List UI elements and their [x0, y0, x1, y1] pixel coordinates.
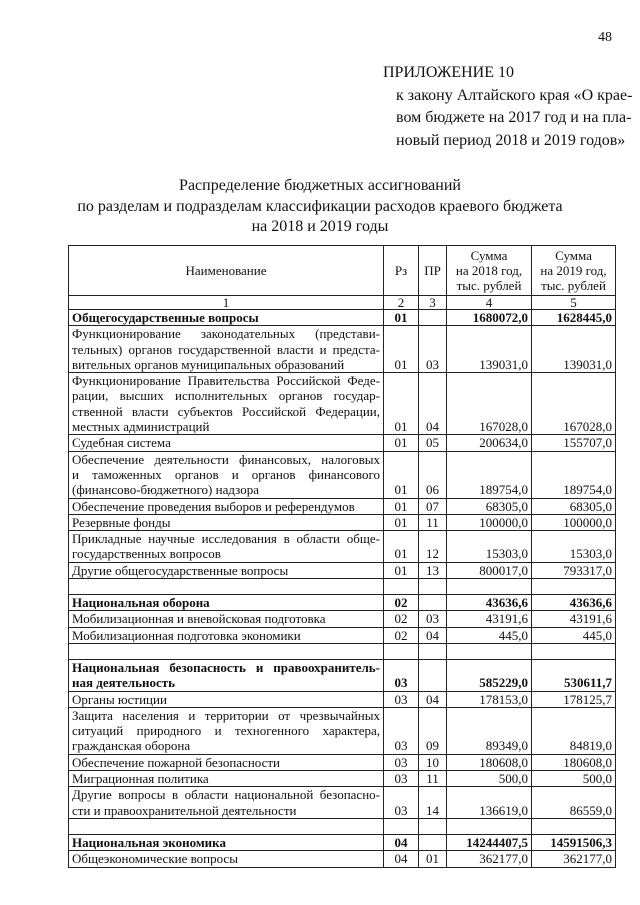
- row-name-line: Другие общегосударственные вопросы: [72, 562, 289, 578]
- spacer-row: [69, 579, 616, 595]
- row-rz: 03: [384, 771, 419, 787]
- row-rz: 01: [384, 531, 419, 563]
- row-name-line: ная деятельность: [72, 675, 175, 691]
- row-pr: 03: [419, 326, 447, 373]
- row-sum-2018: 167028,0: [447, 373, 532, 435]
- row-sum-2018: 445,0: [447, 627, 532, 643]
- table-row: [69, 514, 616, 530]
- title-line: по разделам и подразделам классификации расходов краевого бюджета: [77, 197, 563, 215]
- row-sum-2018: 14244407,5: [447, 834, 532, 850]
- row-pr: [419, 834, 447, 850]
- appendix-line: вом бюджете на 2017 год и на пла-: [396, 109, 632, 126]
- table-row: [69, 787, 616, 819]
- row-sum-2018: 89349,0: [447, 707, 532, 754]
- row-rz: [384, 643, 419, 659]
- row-name-line: Национальная оборона: [72, 595, 210, 611]
- row-sum-2018: 15303,0: [447, 531, 532, 563]
- table-row: [69, 707, 616, 754]
- row-rz: 01: [384, 514, 419, 530]
- row-sum-2019: 139031,0: [532, 326, 616, 373]
- table-row: [69, 771, 616, 787]
- header-line: Сумма: [470, 248, 508, 263]
- row-pr: 04: [419, 627, 447, 643]
- row-sum-2018: 43636,6: [447, 595, 532, 611]
- row-pr: 09: [419, 707, 447, 754]
- row-sum-2018: [447, 818, 532, 834]
- row-name: [69, 754, 384, 770]
- row-rz: 03: [384, 787, 419, 819]
- row-pr: [419, 595, 447, 611]
- header-line: на 2018 год,: [455, 263, 523, 278]
- row-sum-2018: 800017,0: [447, 562, 532, 578]
- row-sum-2019: 530611,7: [532, 659, 616, 691]
- row-rz: 03: [384, 754, 419, 770]
- row-rz: 01: [384, 435, 419, 451]
- row-sum-2018: 585229,0: [447, 659, 532, 691]
- row-sum-2018: 200634,0: [447, 435, 532, 451]
- row-sum-2019: 362177,0: [532, 851, 616, 867]
- document-title: [0, 176, 640, 238]
- appendix-line: новый период 2018 и 2019 годов»: [396, 131, 626, 149]
- row-name-line: Национальная экономика: [72, 834, 226, 850]
- row-sum-2019: 500,0: [532, 771, 616, 787]
- row-rz: 03: [384, 691, 419, 707]
- header-pr: ПР: [419, 246, 447, 296]
- row-name: [69, 834, 384, 850]
- table-row: [69, 562, 616, 578]
- row-pr: 04: [419, 691, 447, 707]
- table-row: [69, 531, 616, 563]
- row-name: [69, 435, 384, 451]
- row-sum-2019: 14591506,3: [532, 834, 616, 850]
- row-pr: 05: [419, 435, 447, 451]
- row-name-line: и таможенных органов и органов финансового: [72, 466, 380, 482]
- budget-table: [68, 245, 616, 868]
- header-rz: Рз: [384, 246, 419, 296]
- row-name: [69, 451, 384, 498]
- row-name-line: Резервные фонды: [72, 514, 171, 530]
- page-number: 48: [598, 30, 612, 45]
- table-row: [69, 754, 616, 770]
- row-name-line: Национальная безопасность и правоохранитель-: [72, 659, 380, 675]
- row-name: [69, 326, 384, 373]
- row-name: [69, 707, 384, 754]
- row-rz: 02: [384, 595, 419, 611]
- appendix-title: ПРИЛОЖЕНИЕ 10: [383, 64, 515, 81]
- header-line: на 2019 год,: [540, 263, 607, 278]
- row-rz: 01: [384, 373, 419, 435]
- table-row: [69, 851, 616, 867]
- row-name-line: государственных вопросов: [72, 546, 221, 562]
- row-name-line: Мобилизационная и вневойсковая подготовка: [72, 611, 326, 627]
- column-number: 2: [384, 296, 419, 310]
- row-sum-2019: [532, 643, 616, 659]
- row-pr: [419, 643, 447, 659]
- table-row: [69, 611, 616, 627]
- row-name: [69, 531, 384, 563]
- row-pr: [419, 310, 447, 326]
- row-pr: 11: [419, 771, 447, 787]
- header-2018: [447, 246, 532, 296]
- row-sum-2019: 189754,0: [532, 451, 616, 498]
- row-name-line: Обеспечение пожарной безопасности: [72, 754, 281, 770]
- row-rz: 04: [384, 851, 419, 867]
- header-name: Наименование: [69, 246, 384, 296]
- row-sum-2018: 180608,0: [447, 754, 532, 770]
- header-2019: [532, 246, 616, 296]
- row-sum-2018: 68305,0: [447, 498, 532, 514]
- row-sum-2019: 15303,0: [532, 531, 616, 563]
- row-sum-2018: 43191,6: [447, 611, 532, 627]
- row-name-line: рации, высших исполнительных органов государ-: [72, 388, 380, 404]
- header-line: тыс. рублей: [456, 278, 522, 293]
- row-sum-2018: 500,0: [447, 771, 532, 787]
- row-name: [69, 771, 384, 787]
- row-pr: 12: [419, 531, 447, 563]
- row-name-line: (финансово-бюджетного) надзора: [72, 482, 259, 498]
- row-name-line: сти и правоохранительной деятельности: [72, 802, 297, 818]
- row-sum-2019: [532, 579, 616, 595]
- spacer-row: [69, 818, 616, 834]
- table-row: [69, 627, 616, 643]
- table-row: [69, 326, 616, 373]
- table-row: [69, 451, 616, 498]
- table-row: [69, 498, 616, 514]
- row-rz: 01: [384, 498, 419, 514]
- row-sum-2018: 100000,0: [447, 514, 532, 530]
- row-sum-2018: [447, 579, 532, 595]
- spacer-row: [69, 643, 616, 659]
- table-row: [69, 691, 616, 707]
- title-line: Распределение бюджетных ассигнований: [179, 177, 461, 194]
- row-rz: [384, 818, 419, 834]
- section-row: [69, 834, 616, 850]
- row-sum-2018: 189754,0: [447, 451, 532, 498]
- row-name: [69, 579, 384, 595]
- row-name-line: Обеспечение проведения выборов и референдумов: [72, 498, 355, 514]
- row-name: [69, 611, 384, 627]
- row-sum-2019: 43636,6: [532, 595, 616, 611]
- row-name: [69, 562, 384, 578]
- row-name-line: гражданская оборона: [72, 738, 191, 754]
- row-pr: 11: [419, 514, 447, 530]
- column-number-row: [69, 296, 616, 310]
- row-name: [69, 595, 384, 611]
- row-name: [69, 691, 384, 707]
- row-rz: 03: [384, 707, 419, 754]
- row-sum-2018: 139031,0: [447, 326, 532, 373]
- title-line: на 2018 и 2019 годы: [251, 218, 389, 235]
- row-sum-2019: 1628445,0: [532, 310, 616, 326]
- row-pr: 01: [419, 851, 447, 867]
- row-rz: 02: [384, 611, 419, 627]
- row-sum-2019: 445,0: [532, 627, 616, 643]
- row-pr: [419, 659, 447, 691]
- row-name-line: тельных) органов государственной власти и предста-: [72, 341, 380, 357]
- row-rz: 01: [384, 310, 419, 326]
- row-name-line: Другие вопросы в области национальной безопасно-: [72, 787, 380, 803]
- row-name-line: Функционирование Правительства Российской Феде-: [72, 373, 380, 389]
- row-sum-2019: 86559,0: [532, 787, 616, 819]
- row-name: [69, 498, 384, 514]
- row-name-line: Защита населения и территории от чрезвычайных: [72, 707, 380, 723]
- appendix-line: к закону Алтайского края «О крае-: [396, 86, 633, 104]
- row-name-line: Мобилизационная подготовка экономики: [72, 627, 301, 643]
- column-number: 3: [419, 296, 447, 310]
- row-pr: 14: [419, 787, 447, 819]
- row-name: [69, 787, 384, 819]
- row-name-line: Органы юстиции: [72, 691, 167, 707]
- row-rz: 03: [384, 659, 419, 691]
- row-name: [69, 818, 384, 834]
- row-rz: 01: [384, 451, 419, 498]
- row-name: [69, 373, 384, 435]
- row-name: [69, 643, 384, 659]
- row-name: [69, 310, 384, 326]
- row-pr: 06: [419, 451, 447, 498]
- row-sum-2018: [447, 643, 532, 659]
- row-name-line: вительных органов муниципальных образований: [72, 356, 345, 372]
- row-name: [69, 659, 384, 691]
- row-sum-2019: 155707,0: [532, 435, 616, 451]
- row-rz: 01: [384, 562, 419, 578]
- row-name-line: Судебная система: [72, 435, 171, 451]
- table-body: [69, 310, 616, 868]
- row-pr: 04: [419, 373, 447, 435]
- row-rz: 02: [384, 627, 419, 643]
- row-name-line: Функционирование законодательных (представи-: [72, 326, 380, 342]
- row-sum-2019: 84819,0: [532, 707, 616, 754]
- section-row: [69, 659, 616, 691]
- row-name-line: местных администраций: [72, 419, 210, 435]
- row-sum-2019: 167028,0: [532, 373, 616, 435]
- row-name: [69, 851, 384, 867]
- row-sum-2019: 180608,0: [532, 754, 616, 770]
- row-name: [69, 627, 384, 643]
- row-pr: 03: [419, 611, 447, 627]
- column-number: 1: [69, 296, 384, 310]
- row-pr: 10: [419, 754, 447, 770]
- header-line: тыс. рублей: [541, 278, 606, 293]
- row-rz: [384, 579, 419, 595]
- table-row: [69, 435, 616, 451]
- row-pr: 07: [419, 498, 447, 514]
- row-pr: [419, 579, 447, 595]
- row-name-line: Общеэкономические вопросы: [72, 851, 238, 867]
- table-header-row: [69, 246, 616, 296]
- row-name: [69, 514, 384, 530]
- row-rz: 04: [384, 834, 419, 850]
- row-pr: [419, 818, 447, 834]
- row-name-line: Прикладные научные исследования в области обще-: [72, 531, 380, 547]
- header-line: Сумма: [555, 248, 592, 263]
- row-sum-2019: 178125,7: [532, 691, 616, 707]
- row-sum-2018: 362177,0: [447, 851, 532, 867]
- row-name-line: ситуаций природного и техногенного характера,: [72, 723, 380, 739]
- row-sum-2019: 43191,6: [532, 611, 616, 627]
- row-name-line: Общегосударственные вопросы: [72, 310, 259, 325]
- row-sum-2019: [532, 818, 616, 834]
- row-name-line: ственной власти субъектов Российской Федерации,: [72, 403, 380, 419]
- section-row: [69, 595, 616, 611]
- column-number: 4: [447, 296, 532, 310]
- section-row: [69, 310, 616, 326]
- row-rz: 01: [384, 326, 419, 373]
- row-sum-2018: 136619,0: [447, 787, 532, 819]
- row-name-line: Миграционная политика: [72, 771, 209, 787]
- row-sum-2018: 1680072,0: [447, 310, 532, 326]
- row-sum-2018: 178153,0: [447, 691, 532, 707]
- row-name-line: Обеспечение деятельности финансовых, налоговых: [72, 451, 380, 467]
- row-sum-2019: 68305,0: [532, 498, 616, 514]
- column-number: 5: [532, 296, 616, 310]
- row-sum-2019: 793317,0: [532, 562, 616, 578]
- appendix-block: [383, 62, 633, 152]
- row-pr: 13: [419, 562, 447, 578]
- table-row: [69, 373, 616, 435]
- row-sum-2019: 100000,0: [532, 514, 616, 530]
